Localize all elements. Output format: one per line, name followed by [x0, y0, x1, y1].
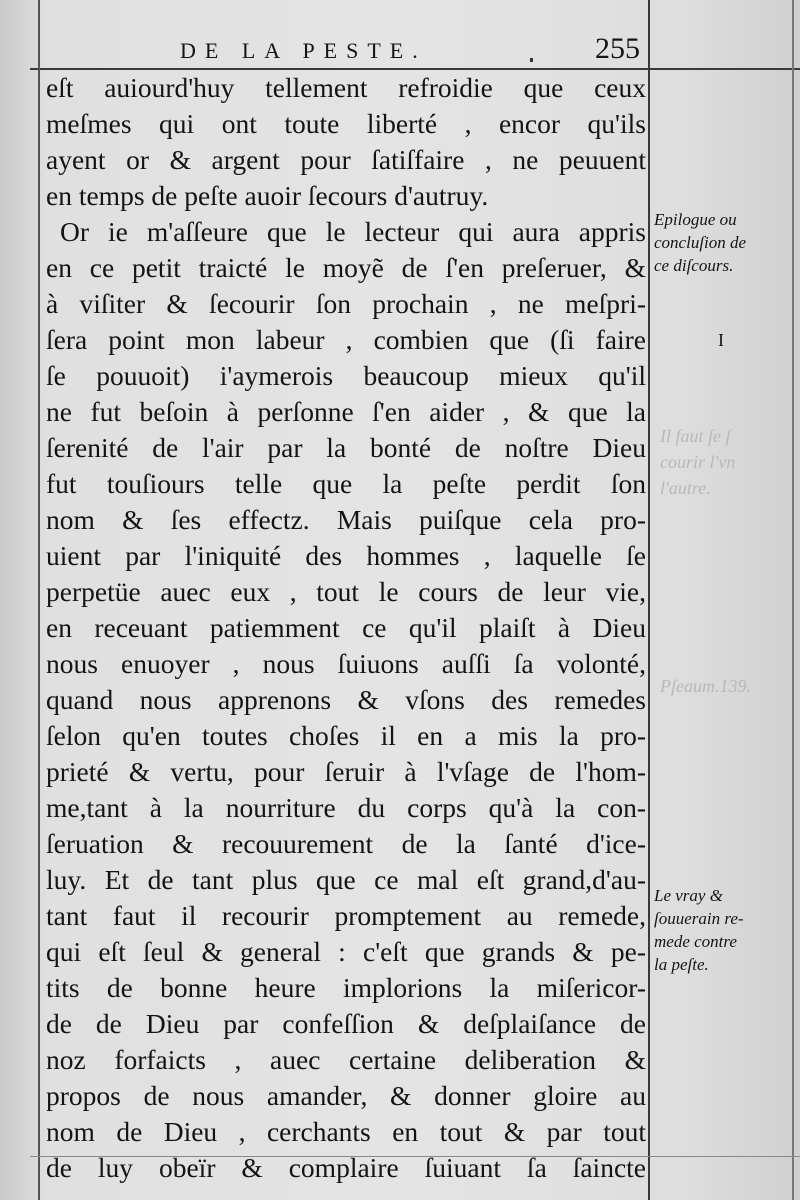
- margin-note-line: la peſte.: [654, 955, 709, 974]
- text-line: nom & ſes effectz. Mais puiſque cela pro-: [46, 504, 646, 535]
- text-line: ſerenité de l'air par la bonté de noſtre Dieu: [46, 432, 646, 463]
- text-line: ſera point mon labeur , combien que (ſi faire: [46, 324, 646, 355]
- text-line: ſelon qu'en toutes choſes il en a mis la pro-: [46, 720, 646, 751]
- text-line: en receuant patiemment ce qu'il plaiſt à Dieu: [46, 612, 646, 643]
- margin-note-line: Le vray &: [654, 886, 723, 905]
- text-line: uient par l'iniquité des hommes , laquelle ſe: [46, 540, 646, 571]
- text-line: de de Dieu par confeſſion & deſplaiſance de: [46, 1008, 646, 1039]
- bleed-through-text: l'autre.: [660, 478, 711, 498]
- text-line: ſeruation & recouurement de la ſanté d'ice-: [46, 828, 646, 859]
- text-line: qui eſt ſeul & general : c'eſt que grands & pe-: [46, 936, 646, 967]
- text-line: nous enuoyer , nous ſuiuons auſſi ſa volonté,: [46, 648, 646, 679]
- text-line: propos de nous amander, & donner gloire au: [46, 1080, 646, 1111]
- printer-mark: [530, 58, 533, 62]
- text-line: en temps de peſte auoir ſecours d'autruy.: [46, 180, 489, 211]
- margin-note-remedy: [654, 884, 794, 976]
- main-text-block: [46, 70, 646, 1186]
- text-line: eſt auiourd'huy tellement refroidie que ceux: [46, 72, 646, 103]
- left-frame-rule: [38, 0, 40, 1200]
- page-number: 255: [595, 32, 640, 65]
- text-line: ſe pouuoit) i'aymerois beaucoup mieux qu'il: [46, 360, 646, 391]
- text-line: meſmes qui ont toute liberté , encor qu'ils: [46, 108, 646, 139]
- margin-note-epilogue: [654, 208, 794, 277]
- stray-print-mark: I: [718, 330, 724, 350]
- text-line: fut touſiours telle que la peſte perdit ſon: [46, 468, 646, 499]
- bleed-through-text: courir l'vn: [660, 452, 736, 472]
- margin-note-line: ſouuerain re-: [654, 909, 744, 928]
- text-line: perpetüe auec eux , tout le cours de leur vie,: [46, 576, 646, 607]
- margin-note-line: ce diſcours.: [654, 256, 734, 275]
- text-line: en ce petit traicté le moyẽ de ſ'en preſeruer, &: [46, 252, 646, 283]
- text-line: prieté & vertu, pour ſeruir à l'vſage de l'hom-: [46, 756, 646, 787]
- text-line: nom de Dieu , cerchants en tout & par tout: [46, 1116, 646, 1147]
- text-line: tits de bonne heure implorions la miſericor-: [46, 972, 646, 1003]
- text-line: ne fut beſoin à perſonne ſ'en aider , & que la: [46, 396, 646, 427]
- margin-rule: [648, 0, 650, 1200]
- margin-note-line: mede contre: [654, 932, 737, 951]
- text-line: quand nous apprenons & vſons des remedes: [46, 684, 646, 715]
- bleed-through-text: Il faut ſe ſ: [660, 426, 731, 446]
- text-line: de luy obeïr & complaire ſuiuant ſa ſaincte: [46, 1152, 646, 1183]
- text-line: tant faut il recourir promptement au remede,: [46, 900, 646, 931]
- right-frame-rule: [792, 0, 794, 1200]
- running-title: DE LA PESTE.: [180, 38, 427, 63]
- text-line: Or ie m'aſſeure que le lecteur qui aura appris: [60, 216, 646, 247]
- margin-note-line: concluſion de: [654, 233, 747, 252]
- bleed-through-text: Pſeaum.139.: [660, 676, 751, 696]
- text-line: ayent or & argent pour ſatiſfaire , ne peuuent: [46, 144, 646, 175]
- margin-note-line: Epilogue ou: [654, 210, 737, 229]
- text-line: noz forfaicts , auec certaine deliberation &: [46, 1044, 646, 1075]
- text-line: me,tant à la nourriture du corps qu'à la con-: [46, 792, 646, 823]
- text-line: à viſiter & ſecourir ſon prochain , ne meſpri-: [46, 288, 646, 319]
- page-header: [180, 32, 640, 68]
- text-line: luy. Et de tant plus que ce mal eſt grand,d'au-: [46, 864, 646, 895]
